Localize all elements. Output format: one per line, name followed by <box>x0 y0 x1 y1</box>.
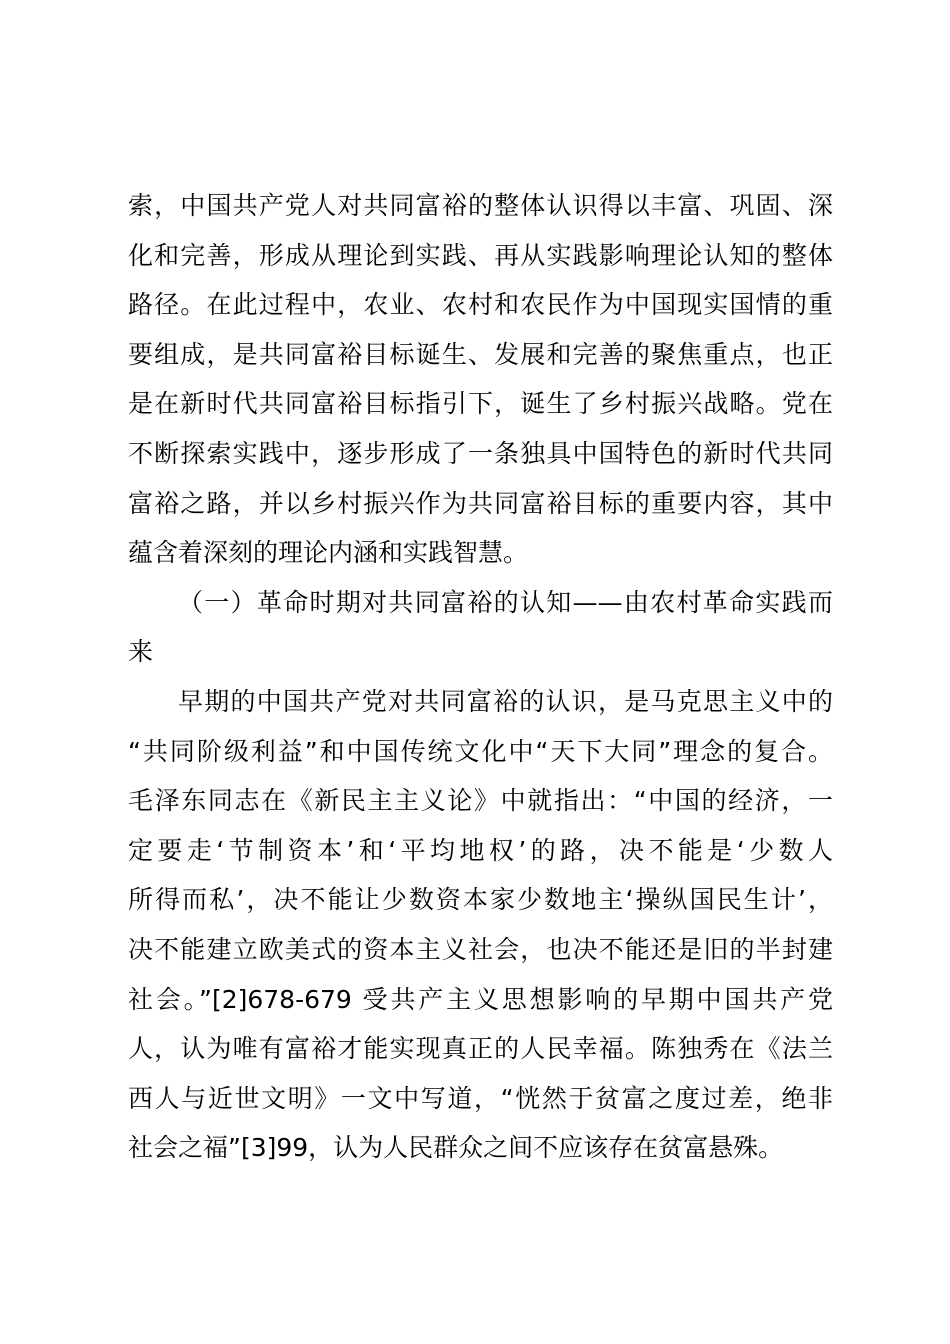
text-line: “共同阶级利益”和中国传统文化中“天下大同”理念的复合。 <box>128 736 833 766</box>
paragraph-intro <box>128 181 833 578</box>
text-line: 定要走‘节制资本’和‘平均地权’的路，决不能是‘少数人 <box>128 835 833 865</box>
text-line: 索，中国共产党人对共同富裕的整体认识得以丰富、巩固、深 <box>128 191 833 220</box>
text-line: 社会之福”[3]99，认为人民群众之间不应该存在贫富悬殊。 <box>128 1133 784 1163</box>
text-line: 人，认为唯有富裕才能实现真正的人民幸福。陈独秀在《法兰 <box>128 1034 833 1064</box>
heading-line: （一）革命时期对共同富裕的认知——由农村革命实践而 <box>178 587 833 617</box>
text-line: 富裕之路，并以乡村振兴作为共同富裕目标的重要内容，其中 <box>128 488 833 518</box>
text-line: 早期的中国共产党对共同富裕的认识，是马克思主义中的 <box>178 686 833 716</box>
text-line: 蕴含着深刻的理论内涵和实践智慧。 <box>128 538 529 568</box>
text-line: 化和完善，形成从理论到实践、再从实践影响理论认知的整体 <box>128 240 833 270</box>
text-line: 社会。”[2]678-679 受共产主义思想影响的早期中国共产党 <box>128 984 833 1014</box>
heading-line: 来 <box>128 637 154 667</box>
text-line: 是在新时代共同富裕目标指引下，诞生了乡村振兴战略。党在 <box>128 389 833 419</box>
text-line: 所得而私’，决不能让少数资本家少数地主‘操纵国民生计’， <box>128 885 833 915</box>
text-line: 西人与近世文明》一文中写道，“恍然于贫富之度过差，绝非 <box>128 1083 833 1113</box>
text-line: 毛泽东同志在《新民主主义论》中就指出：“中国的经济，一 <box>128 786 833 816</box>
paragraph-early-cpc <box>128 677 833 1173</box>
section-heading <box>128 578 833 677</box>
text-line: 路径。在此过程中，农业、农村和农民作为中国现实国情的重 <box>128 290 833 320</box>
text-line: 不断探索实践中，逐步形成了一条独具中国特色的新时代共同 <box>128 438 833 468</box>
text-line: 要组成，是共同富裕目标诞生、发展和完善的聚焦重点，也正 <box>128 339 833 369</box>
text-line: 决不能建立欧美式的资本主义社会，也决不能还是旧的半封建 <box>128 934 833 964</box>
document-page <box>128 181 833 1173</box>
